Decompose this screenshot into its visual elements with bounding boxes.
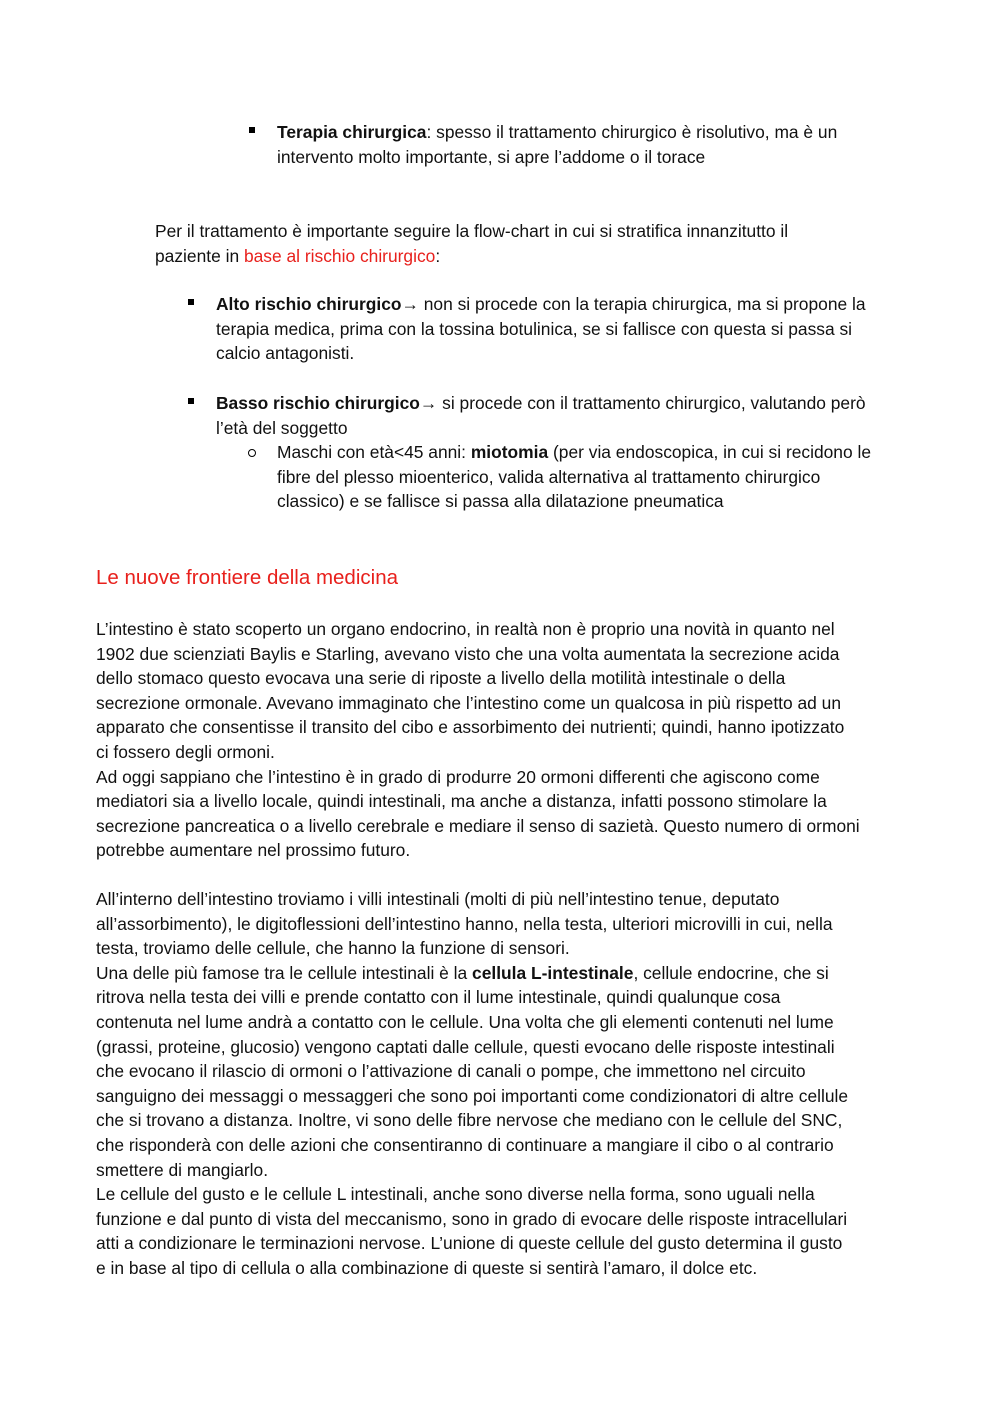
bold-term-cellula-l: cellula L-intestinale [472, 962, 634, 983]
square-bullet-icon [249, 127, 255, 133]
intro-paragraph: Per il trattamento è importante seguire la flow-chart in cui si stratifica innanzitutto il paziente in base al rischio chirurgico: [155, 221, 789, 266]
paragraph-villi-intestinali: All’interno dell’intestino troviamo i villi intestinali (molti di più nell’intestino tenue, deputato all’assorbimento), le digitoflessioni dell’intestino hanno, nella testa, ulteriori microvilli in cui, nella testa, troviamo delle cellule, che hanno la funzione di sensori. Una delle più famose tra le cellule intestinali è la cellula L-intestinale, cellule endocrine, che si ritrova nella testa dei villi e prende contatto con il lume intestinale, quindi qualunque cosa contenuta nel lume andrà a contatto con le cellule. Una volta che gli elementi contenuti nel lume (grassi, proteine, glucosio) vengono captati dalle cellule, questi evocano delle risposte intestinali che evocano il rilascio di ormoni o l’attivazione di canali o pompe, che immettono nel circuito sanguigno dei messaggi o messaggeri che sono poi importanti come condizionatori di altre cellule che si trovano a distanza. Inoltre, vi sono delle fibre nervose che mediano con le cellule del SNC, che risponderà con delle azioni che consentiranno di continuare a mangiare il cibo o al contrario smettere di mangiarlo. Le cellule del gusto e le cellule L intestinali, anche sono diverse nella forma, sono uguali nella funzione e dal punto di vista del meccanismo, sono in grado di evocare delle risposte intracellulari atti a condizionare le terminazioni nervose. L’unione di queste cellule del gusto determina il gusto e in base al tipo di cellula o alla combinazione di queste si sentirà l’amaro, il dolce etc. [96, 889, 849, 1278]
highlighted-text: base al rischio chirurgico [243, 245, 436, 266]
section-heading: Le nuove frontiere della medicina [96, 566, 398, 589]
paragraph-intestino-endocrino: L’intestino è stato scoperto un organo endocrino, in realtà non è proprio una novità in quanto nel 1902 due scienziati Baylis e Starling, avevano visto che una volta aumentata la secrezione acida dello stomaco questo evocava una serie di riposte a livello della motilità intestinale o della secrezione ormonale. Avevano immaginato che l’intestino come un qualcosa in più rispetto ad un apparato che consentisse il transito del cibo e assorbimento dei nutrienti; quindi, hanno ipotizzato ci fossero degli ormoni. Ad oggi sappiano che l’intestino è in grado di produrre 20 ormoni differenti che agiscono come mediatori sia a livello locale, quindi intestinali, ma anche a distanza, infatti possono stimolare la secrezione pancreatica o a livello cerebrale e mediare il senso di sazietà. Questo numero di ormoni potrebbe aumentare nel prossimo futuro. [96, 619, 860, 861]
bullet-text: Terapia chirurgica: spesso il trattamento chirurgico è risolutivo, ma è un [277, 122, 838, 142]
arrow-right-icon: → [401, 294, 419, 314]
arrow-right-icon: → [419, 393, 438, 413]
bullet-text-continued: intervento molto importante, si apre l’addome o il torace [277, 146, 706, 167]
circle-bullet-icon [248, 449, 256, 457]
bullet-bold-term: Terapia chirurgica [277, 122, 427, 142]
sub-bullet-maschi: Maschi con età<45 anni: miotomia (per via endoscopica, in cui si recidono le fibre del plesso mioenterico, valida alternativa al trattamento chirurgico classico) e se fallisce si passa alla dilatazione pneumatica [277, 442, 872, 512]
bullet-bold-term: Alto rischio chirurgico [216, 294, 402, 314]
square-bullet-icon [188, 299, 194, 305]
bullet-bold-term: miotomia [470, 442, 549, 462]
bullet-bold-term: Basso rischio chirurgico [216, 393, 420, 413]
square-bullet-icon [188, 398, 194, 404]
